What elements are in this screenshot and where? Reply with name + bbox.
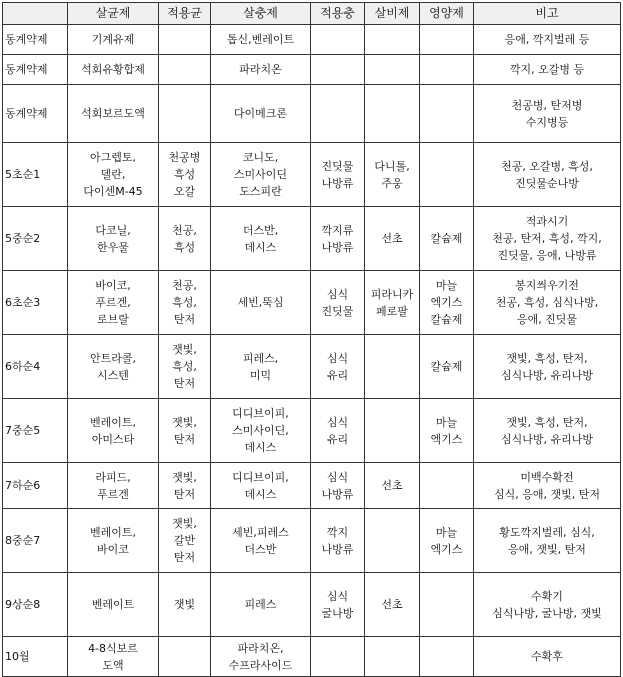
cell-line: 6초순3 bbox=[5, 296, 41, 309]
cell-line: 칼슘제 bbox=[430, 232, 463, 245]
cell-line: 8중순7 bbox=[5, 534, 41, 547]
remarks-cell bbox=[474, 25, 621, 55]
remarks-cell bbox=[474, 335, 621, 399]
cell-line: 미믹 bbox=[249, 368, 272, 382]
period-cell bbox=[3, 85, 68, 143]
cell-line: 탄저 bbox=[173, 487, 196, 501]
cell-line: 다니톨, bbox=[374, 159, 410, 173]
cell-line: 나방류 bbox=[321, 176, 354, 190]
header-fungicide: 살균제 bbox=[68, 3, 159, 25]
cell-line: 잿빛, 흑성, 탄저, bbox=[506, 351, 588, 365]
nutrient-cell bbox=[420, 85, 474, 143]
cell-line: 로브랄 bbox=[97, 313, 129, 326]
cell-line: 심식 bbox=[326, 415, 349, 429]
cell-line: 진딧물, 응애, 나방류 bbox=[497, 249, 597, 262]
nutrient-cell bbox=[420, 143, 474, 207]
target-pests-cell bbox=[311, 573, 365, 637]
cell-line: 나방류 bbox=[321, 542, 354, 556]
remarks-cell bbox=[474, 55, 621, 85]
cell-line: 진딧물 bbox=[321, 159, 354, 173]
remarks-cell bbox=[474, 399, 621, 463]
cell-line: 잿빛, bbox=[172, 415, 197, 429]
insecticide-cell bbox=[211, 143, 311, 207]
insecticide-cell bbox=[211, 25, 311, 55]
nutrient-cell bbox=[420, 463, 474, 509]
cell-line: 동계약제 bbox=[5, 33, 48, 46]
nutrient-cell bbox=[420, 55, 474, 85]
target-fungi-cell bbox=[159, 463, 211, 509]
cell-line: 동계약제 bbox=[5, 107, 48, 120]
cell-line: 데시스 bbox=[244, 441, 277, 454]
cell-line: 벤레이트, bbox=[89, 525, 136, 539]
cell-line: 흑성, bbox=[172, 360, 197, 373]
fungicide-cell bbox=[68, 399, 159, 463]
target-pests-cell bbox=[311, 85, 365, 143]
cell-line: 7중순5 bbox=[5, 424, 41, 437]
period-cell bbox=[3, 573, 68, 637]
cell-line: 응애, 잿빛, 탄저 bbox=[508, 542, 586, 556]
cell-line: 수지병등 bbox=[525, 115, 569, 129]
cell-line: 오갈 bbox=[173, 185, 196, 198]
period-cell bbox=[3, 463, 68, 509]
remarks-cell bbox=[474, 573, 621, 637]
period-cell bbox=[3, 271, 68, 335]
cell-line: 심식나방, 굴나방, 잿빛 bbox=[492, 606, 602, 620]
miticide-cell bbox=[365, 509, 420, 573]
insecticide-cell bbox=[211, 463, 311, 509]
cell-line: 황도깍지벌레, 심식, bbox=[499, 525, 595, 539]
cell-line: 데시스 bbox=[244, 240, 277, 254]
cell-line: 피라니카 bbox=[370, 287, 414, 301]
cell-line: 천공, 탄저, 흑성, 깍지, bbox=[492, 232, 602, 245]
cell-line: 흑성 bbox=[173, 240, 196, 254]
miticide-cell bbox=[365, 55, 420, 85]
cell-line: 석회보르도액 bbox=[81, 107, 145, 120]
cell-line: 진딧물순나방 bbox=[515, 176, 579, 190]
remarks-cell bbox=[474, 271, 621, 335]
miticide-cell bbox=[365, 143, 420, 207]
cell-line: 봉지씌우기전 bbox=[515, 279, 579, 292]
cell-line: 아미스타 bbox=[91, 432, 135, 446]
nutrient-cell bbox=[420, 399, 474, 463]
target-fungi-cell bbox=[159, 55, 211, 85]
target-fungi-cell bbox=[159, 335, 211, 399]
miticide-cell bbox=[365, 399, 420, 463]
miticide-cell bbox=[365, 207, 420, 271]
cell-line: 선초 bbox=[381, 232, 403, 245]
cell-line: 톱신,벤레이트 bbox=[226, 33, 295, 46]
cell-line: 탄저 bbox=[173, 551, 196, 564]
remarks-cell bbox=[474, 85, 621, 143]
target-pests-cell bbox=[311, 463, 365, 509]
cell-line: 진딧물 bbox=[321, 304, 354, 318]
period-cell bbox=[3, 143, 68, 207]
cell-line: 잿빛, bbox=[172, 470, 197, 484]
period-cell bbox=[3, 335, 68, 399]
target-fungi-cell bbox=[159, 509, 211, 573]
cell-line: 코니도, bbox=[242, 151, 279, 164]
cell-line: 수프라사이드 bbox=[228, 658, 293, 672]
target-pests-cell bbox=[311, 25, 365, 55]
nutrient-cell bbox=[420, 335, 474, 399]
cell-line: 푸르겐 bbox=[97, 487, 129, 501]
cell-line: 마늘 bbox=[435, 279, 458, 292]
nutrient-cell bbox=[420, 271, 474, 335]
period-cell bbox=[3, 55, 68, 85]
target-pests-cell bbox=[311, 207, 365, 271]
table-row bbox=[3, 143, 621, 207]
table-row bbox=[3, 207, 621, 271]
target-fungi-cell bbox=[159, 573, 211, 637]
nutrient-cell bbox=[420, 207, 474, 271]
cell-line: 흑성, bbox=[172, 296, 197, 309]
cell-line: 바이코 bbox=[97, 542, 129, 556]
cell-line: 선초 bbox=[381, 479, 403, 492]
cell-line: 심식 bbox=[326, 351, 349, 365]
table-row bbox=[3, 55, 621, 85]
cell-line: 마늘 bbox=[435, 415, 458, 429]
fungicide-cell bbox=[68, 637, 159, 677]
insecticide-cell bbox=[211, 399, 311, 463]
period-cell bbox=[3, 509, 68, 573]
cell-line: 스미사이딘, bbox=[232, 424, 289, 437]
fungicide-cell bbox=[68, 509, 159, 573]
cell-line: 9상순8 bbox=[5, 598, 41, 611]
miticide-cell bbox=[365, 25, 420, 55]
cell-line: 천공, 흑성, 심식나방, bbox=[495, 296, 599, 309]
cell-line: 나방류 bbox=[321, 487, 354, 501]
table-body bbox=[3, 25, 621, 677]
target-pests-cell bbox=[311, 143, 365, 207]
cell-line: 깍지 bbox=[326, 525, 349, 539]
fungicide-cell bbox=[68, 85, 159, 143]
cell-line: 더스반 bbox=[244, 542, 277, 556]
cell-line: 엑기스 bbox=[430, 432, 463, 446]
header-row bbox=[3, 3, 621, 25]
period-cell bbox=[3, 207, 68, 271]
cell-line: 주웅 bbox=[381, 176, 403, 190]
miticide-cell bbox=[365, 637, 420, 677]
remarks-cell bbox=[474, 207, 621, 271]
cell-line: 도스피란 bbox=[239, 185, 282, 198]
cell-line: 델란, bbox=[100, 168, 126, 181]
cell-line: 미백수확전 bbox=[520, 470, 574, 484]
cell-line: 응애, 깍지벌레 등 bbox=[504, 33, 590, 46]
cell-line: 스미사이딘 bbox=[233, 168, 288, 181]
cell-line: 5중순2 bbox=[5, 232, 41, 245]
cell-line: 벤레이트 bbox=[91, 598, 135, 611]
cell-line: 흑성 bbox=[173, 168, 196, 181]
cell-line: 수확후 bbox=[531, 650, 563, 663]
cell-line: 굴나방 bbox=[321, 606, 354, 620]
target-pests-cell bbox=[311, 637, 365, 677]
cell-line: 세빈,뚝심 bbox=[237, 296, 284, 309]
header-insecticide: 살충제 bbox=[211, 3, 311, 25]
cell-line: 페로팔 bbox=[376, 304, 408, 318]
table-row bbox=[3, 573, 621, 637]
target-fungi-cell bbox=[159, 637, 211, 677]
table-row bbox=[3, 463, 621, 509]
table-row bbox=[3, 637, 621, 677]
cell-line: 데시스 bbox=[244, 487, 277, 501]
cell-line: 10월 bbox=[5, 650, 30, 663]
insecticide-cell bbox=[211, 85, 311, 143]
header-nutrient: 영양제 bbox=[420, 3, 474, 25]
nutrient-cell bbox=[420, 25, 474, 55]
cell-line: 디디브이피, bbox=[232, 407, 289, 420]
cell-line: 심식, 응애, 잿빛, 탄저 bbox=[494, 487, 600, 501]
target-pests-cell bbox=[311, 55, 365, 85]
cell-line: 엑기스 bbox=[430, 296, 463, 309]
cell-line: 탄저 bbox=[173, 432, 196, 446]
cell-line: 피레스, bbox=[242, 351, 279, 365]
table-row bbox=[3, 399, 621, 463]
cell-line: 심식나방, 유리나방 bbox=[500, 432, 593, 446]
remarks-cell bbox=[474, 637, 621, 677]
cell-line: 아그렙토, bbox=[89, 151, 136, 164]
target-pests-cell bbox=[311, 271, 365, 335]
cell-line: 천공병, 탄저병 bbox=[511, 98, 583, 112]
header-miticide: 살비제 bbox=[365, 3, 420, 25]
target-pests-cell bbox=[311, 335, 365, 399]
remarks-cell bbox=[474, 143, 621, 207]
cell-line: 도액 bbox=[102, 658, 124, 672]
cell-line: 안트라콜, bbox=[89, 351, 136, 365]
insecticide-cell bbox=[211, 335, 311, 399]
fungicide-cell bbox=[68, 573, 159, 637]
cell-line: 시스텐 bbox=[97, 368, 129, 382]
fungicide-cell bbox=[68, 55, 159, 85]
cell-line: 수확기 bbox=[531, 589, 563, 603]
miticide-cell bbox=[365, 271, 420, 335]
table-row bbox=[3, 509, 621, 573]
cell-line: 선초 bbox=[381, 598, 403, 611]
cell-line: 4-8식보르 bbox=[88, 641, 138, 655]
cell-line: 심식나방, 유리나방 bbox=[500, 368, 593, 382]
insecticide-cell bbox=[211, 573, 311, 637]
cell-line: 잿빛, bbox=[172, 517, 197, 530]
cell-line: 천공, 오갈병, 흑성, bbox=[501, 159, 593, 173]
cell-line: 유리 bbox=[326, 432, 349, 446]
nutrient-cell bbox=[420, 637, 474, 677]
cell-line: 바이코, bbox=[95, 279, 131, 292]
target-fungi-cell bbox=[159, 271, 211, 335]
cell-line: 푸르겐, bbox=[95, 296, 131, 309]
cell-line: 천공병 bbox=[168, 151, 201, 164]
target-fungi-cell bbox=[159, 143, 211, 207]
fungicide-cell bbox=[68, 271, 159, 335]
cell-line: 적과시기 bbox=[525, 215, 569, 228]
cell-line: 한우물 bbox=[97, 240, 129, 254]
cell-line: 파라치온, bbox=[237, 641, 284, 655]
miticide-cell bbox=[365, 463, 420, 509]
remarks-cell bbox=[474, 463, 621, 509]
target-fungi-cell bbox=[159, 399, 211, 463]
target-pests-cell bbox=[311, 399, 365, 463]
fungicide-cell bbox=[68, 335, 159, 399]
cell-line: 다이센M-45 bbox=[83, 185, 143, 198]
cell-line: 심식 bbox=[326, 470, 349, 484]
cell-line: 다코닐, bbox=[95, 223, 131, 237]
cell-line: 세빈,피레스 bbox=[232, 525, 289, 539]
cell-line: 6하순4 bbox=[5, 360, 41, 373]
miticide-cell bbox=[365, 85, 420, 143]
remarks-cell bbox=[474, 509, 621, 573]
cell-line: 나방류 bbox=[321, 240, 354, 254]
fungicide-cell bbox=[68, 143, 159, 207]
cell-line: 파라치온 bbox=[239, 63, 282, 76]
table-row bbox=[3, 335, 621, 399]
target-fungi-cell bbox=[159, 85, 211, 143]
cell-line: 잿빛 bbox=[173, 598, 196, 611]
insecticide-cell bbox=[211, 207, 311, 271]
cell-line: 잿빛, 흑성, 탄저, bbox=[506, 415, 588, 429]
cell-line: 기계유제 bbox=[91, 33, 135, 46]
target-fungi-cell bbox=[159, 207, 211, 271]
target-pests-cell bbox=[311, 509, 365, 573]
table-row bbox=[3, 25, 621, 55]
spray-schedule-table bbox=[2, 2, 621, 677]
cell-line: 디디브이피, bbox=[232, 470, 289, 484]
fungicide-cell bbox=[68, 207, 159, 271]
insecticide-cell bbox=[211, 637, 311, 677]
period-cell bbox=[3, 399, 68, 463]
cell-line: 7하순6 bbox=[5, 479, 41, 492]
cell-line: 엑기스 bbox=[430, 542, 463, 556]
cell-line: 마늘 bbox=[435, 525, 458, 539]
table-row bbox=[3, 271, 621, 335]
cell-line: 탄저 bbox=[173, 313, 196, 326]
insecticide-cell bbox=[211, 509, 311, 573]
cell-line: 갈반 bbox=[173, 534, 196, 547]
header-target-fungi: 적용균 bbox=[159, 3, 211, 25]
cell-line: 더스반, bbox=[242, 223, 279, 237]
fungicide-cell bbox=[68, 463, 159, 509]
nutrient-cell bbox=[420, 573, 474, 637]
cell-line: 천공, bbox=[172, 279, 197, 292]
header-target-pests: 적용충 bbox=[311, 3, 365, 25]
cell-line: 석회유황합제 bbox=[81, 63, 145, 76]
period-cell bbox=[3, 637, 68, 677]
table-row bbox=[3, 85, 621, 143]
cell-line: 천공, bbox=[172, 223, 197, 237]
cell-line: 벤레이트, bbox=[89, 415, 136, 429]
cell-line: 라피드, bbox=[95, 470, 131, 484]
cell-line: 피레스 bbox=[244, 598, 277, 611]
period-cell bbox=[3, 25, 68, 55]
miticide-cell bbox=[365, 573, 420, 637]
header-remarks: 비고 bbox=[474, 3, 621, 25]
nutrient-cell bbox=[420, 509, 474, 573]
insecticide-cell bbox=[211, 271, 311, 335]
cell-line: 칼슘제 bbox=[430, 313, 463, 326]
cell-line: 동계약제 bbox=[5, 63, 48, 76]
header-period bbox=[3, 3, 68, 25]
cell-line: 깍지, 오갈병 등 bbox=[509, 63, 585, 76]
cell-line: 칼슘제 bbox=[430, 360, 463, 373]
cell-line: 유리 bbox=[326, 368, 349, 382]
cell-line: 깍지류 bbox=[321, 223, 354, 237]
cell-line: 다이메크론 bbox=[233, 107, 288, 120]
target-fungi-cell bbox=[159, 25, 211, 55]
cell-line: 잿빛, bbox=[172, 343, 197, 356]
cell-line: 심식 bbox=[326, 287, 349, 301]
cell-line: 응애, 진딧물 bbox=[516, 313, 578, 326]
insecticide-cell bbox=[211, 55, 311, 85]
cell-line: 심식 bbox=[326, 589, 349, 603]
miticide-cell bbox=[365, 335, 420, 399]
cell-line: 탄저 bbox=[173, 377, 196, 390]
cell-line: 5초순1 bbox=[5, 168, 41, 181]
fungicide-cell bbox=[68, 25, 159, 55]
